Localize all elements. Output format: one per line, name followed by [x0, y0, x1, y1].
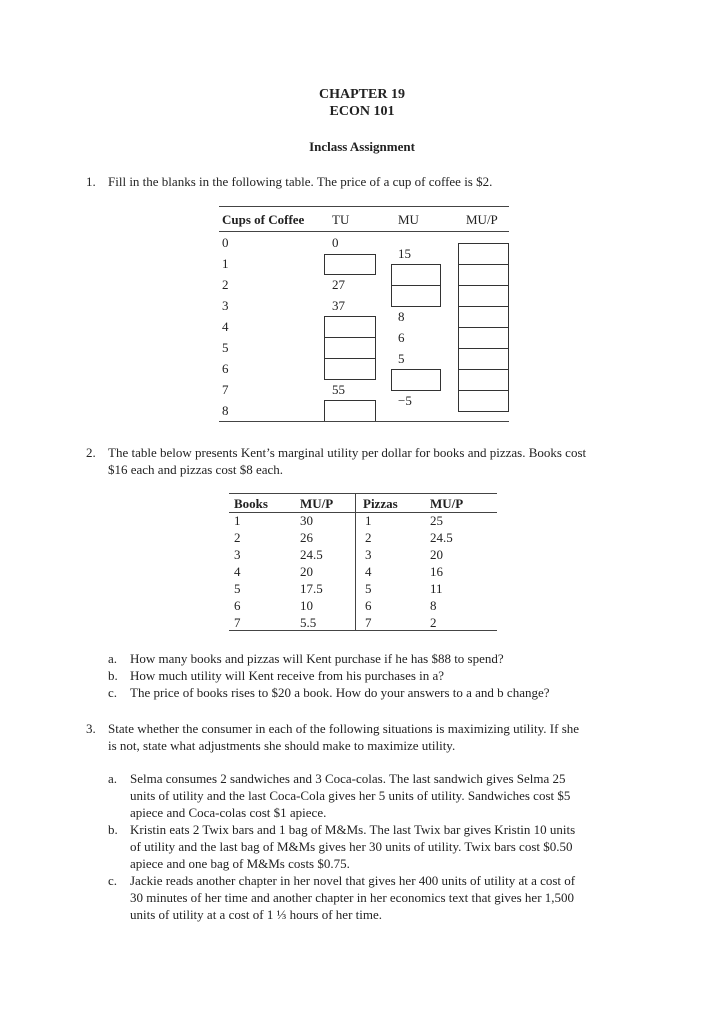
q1-text: Fill in the blanks in the following table. The price of a cup of coffee is $2.: [108, 174, 493, 189]
mup-blank-box[interactable]: [458, 327, 509, 349]
pizzas-cell: 7: [365, 615, 372, 630]
tu-blank-box[interactable]: [324, 316, 376, 338]
q3-text-line1: State whether the consumer in each of the following situations is maximizing utility. If she: [108, 721, 580, 736]
q3-part-label: c.: [108, 873, 118, 888]
tu-blank-box[interactable]: [324, 358, 376, 380]
mu-blank-box[interactable]: [391, 285, 441, 307]
pizzas-header: Pizzas: [363, 496, 398, 511]
tu-blank-box[interactable]: [324, 337, 376, 359]
mu-value: 5: [398, 351, 405, 366]
books-header: Books: [234, 496, 268, 511]
q2-part-label: a.: [108, 651, 118, 666]
books-cell: 2: [234, 530, 241, 545]
pizzas-mup-cell: 2: [430, 615, 437, 630]
mup-blank-box[interactable]: [458, 285, 509, 307]
q3-part-line: apiece and one bag of M&Ms costs $0.75.: [130, 856, 350, 871]
mup-blank-box[interactable]: [458, 264, 509, 286]
books-cell: 6: [234, 598, 241, 613]
books-cell: 7: [234, 615, 241, 630]
tu-value: 27: [332, 277, 345, 292]
q3-part-line: of utility and the last bag of M&Ms gives her 30 units of utility. Twix bars cost $0.50: [130, 839, 573, 854]
pizzas-cell: 1: [365, 513, 372, 528]
pizzas-mup-cell: 20: [430, 547, 443, 562]
mup-blank-box[interactable]: [458, 348, 509, 370]
tu-value: 37: [332, 298, 345, 313]
table-header-rule: [229, 512, 497, 513]
tu-value: 0: [332, 235, 339, 250]
q2-part-label: c.: [108, 685, 118, 700]
q3-text-line2: is not, state what adjustments she should make to maximize utility.: [108, 738, 456, 753]
books-mup-cell: 26: [300, 530, 313, 545]
q2-part-label: b.: [108, 668, 118, 683]
pizzas-mup-header: MU/P: [430, 496, 464, 511]
pizzas-mup-cell: 11: [430, 581, 443, 596]
q2-text-line2: $16 each and pizzas cost $8 each.: [108, 462, 284, 477]
q3-part-label: b.: [108, 822, 118, 837]
cups-cell: 5: [222, 340, 229, 355]
books-mup-cell: 10: [300, 598, 313, 613]
cups-cell: 1: [222, 256, 229, 271]
pizzas-cell: 5: [365, 581, 372, 596]
books-mup-cell: 5.5: [300, 615, 317, 630]
books-mup-cell: 17.5: [300, 581, 323, 596]
mu-blank-box[interactable]: [391, 369, 441, 391]
coffee-header-tu: TU: [332, 212, 350, 227]
mu-value: 6: [398, 330, 405, 345]
coffee-header-cups: Cups of Coffee: [222, 212, 305, 227]
q2-part-text: How many books and pizzas will Kent purchase if he has $88 to spend?: [130, 651, 504, 666]
q2-part-text: How much utility will Kent receive from his purchases in a?: [130, 668, 445, 683]
q3-part-line: Jackie reads another chapter in her novel that gives her 400 units of utility at a cost of: [130, 873, 576, 888]
mup-blank-box[interactable]: [458, 306, 509, 328]
pizzas-cell: 6: [365, 598, 372, 613]
q2-number: 2.: [86, 445, 96, 460]
tu-blank-box[interactable]: [324, 254, 376, 275]
q3-part-line: units of utility and the last Coca-Cola gives her 5 units of utility. Sandwiches cost $5: [130, 788, 571, 803]
q3-part-line: 30 minutes of her time and another chapter in her economics text that gives her 1,500: [130, 890, 575, 905]
books-cell: 5: [234, 581, 241, 596]
pizzas-cell: 2: [365, 530, 372, 545]
mu-value: −5: [398, 393, 412, 408]
books-mup-cell: 30: [300, 513, 313, 528]
books-cell: 1: [234, 513, 241, 528]
tu-value: 55: [332, 382, 345, 397]
mup-blank-box[interactable]: [458, 390, 509, 412]
cups-cell: 4: [222, 319, 229, 334]
q3-number: 3.: [86, 721, 96, 736]
mup-blank-box[interactable]: [458, 369, 509, 391]
books-cell: 3: [234, 547, 241, 562]
q3-part-line: apiece and Coca-colas cost $1 apiece.: [130, 805, 327, 820]
pizzas-mup-cell: 16: [430, 564, 443, 579]
mu-blank-box[interactable]: [391, 264, 441, 286]
coffee-header-mu: MU: [398, 212, 419, 227]
table-header-rule: [219, 231, 509, 232]
pizzas-mup-cell: 24.5: [430, 530, 453, 545]
q2-part-text: The price of books rises to $20 a book. How do your answers to a and b change?: [130, 685, 550, 700]
mu-value: 8: [398, 309, 405, 324]
table-bottom-rule: [229, 630, 497, 631]
mu-value: 15: [398, 246, 411, 261]
tu-blank-box[interactable]: [324, 400, 376, 422]
books-mup-cell: 24.5: [300, 547, 323, 562]
pizzas-mup-cell: 8: [430, 598, 437, 613]
table-top-rule: [219, 206, 509, 207]
table-column-divider: [355, 493, 356, 630]
mup-blank-box[interactable]: [458, 243, 509, 265]
table-bottom-rule: [219, 421, 509, 422]
cups-cell: 0: [222, 235, 229, 250]
books-cell: 4: [234, 564, 241, 579]
cups-cell: 8: [222, 403, 229, 418]
books-mup-header: MU/P: [300, 496, 334, 511]
cups-cell: 2: [222, 277, 229, 292]
pizzas-cell: 4: [365, 564, 372, 579]
assignment-title: Inclass Assignment: [309, 139, 415, 154]
q3-part-line: units of utility at a cost of 1 ⅓ hours of her time.: [130, 907, 383, 922]
cups-cell: 6: [222, 361, 229, 376]
pizzas-mup-cell: 25: [430, 513, 443, 528]
q2-text-line1: The table below presents Kent’s marginal utility per dollar for books and pizzas. Books cost: [108, 445, 587, 460]
table-top-rule: [229, 493, 497, 494]
cups-cell: 7: [222, 382, 229, 397]
q1-number: 1.: [86, 174, 96, 189]
q3-part-line: Kristin eats 2 Twix bars and 1 bag of M&Ms. The last Twix bar gives Kristin 10 units: [130, 822, 576, 837]
q3-part-label: a.: [108, 771, 118, 786]
chapter-title: CHAPTER 19: [319, 87, 405, 102]
pizzas-cell: 3: [365, 547, 372, 562]
books-mup-cell: 20: [300, 564, 313, 579]
q3-part-line: Selma consumes 2 sandwiches and 3 Coca-colas. The last sandwich gives Selma 25: [130, 771, 566, 786]
coffee-header-mup: MU/P: [466, 212, 498, 227]
cups-cell: 3: [222, 298, 229, 313]
course-code: ECON 101: [329, 104, 395, 119]
